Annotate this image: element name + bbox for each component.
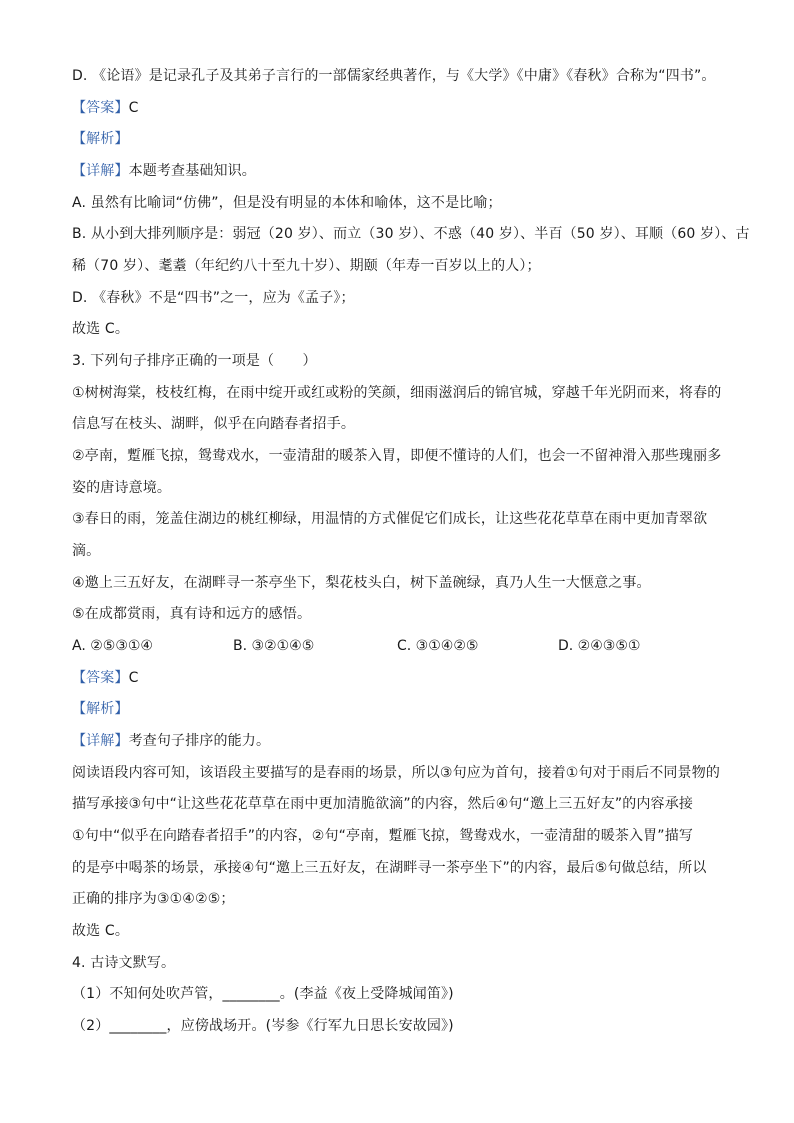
q2-detail [72,161,256,181]
q3-sentence-3b: 滴。 [72,543,101,559]
q3-explain-3: ①句中“似乎在向踏春者招手”的内容，②句“亭南，蹔雁飞掠，鸳鸯戏水，一壶清甜的暖茶入胃”描写 [72,828,694,844]
q2-explain-b-1: B. 从小到大排列顺序是：弱冠（20 岁）、而立（30 岁）、不惑（40 岁）、半百（50 岁）、耳顺（60 岁）、古 [72,226,750,242]
q3-explain-4: 的是亭中喝茶的场景，承接④句“邀上三五好友，在湖畔寻一茶亭坐下”的内容，最后⑤句做总结，所以 [72,860,707,876]
q3-sentence-4: ④邀上三五好友，在湖畔寻一茶亭坐下，梨花枝头白，树下盖碗绿，真乃人生一大惬意之事。 [72,575,651,591]
q3-sentence-2b: 姿的唐诗意境。 [72,480,172,496]
answer-tag: 【答案】 [72,100,129,116]
q3-analysis-tag: 【解析】 [72,701,129,717]
q4-item-2: （2）________，应傍战场开。(岑参《行军九日思长安故园》) [72,1018,454,1034]
q3-sentence-1a: ①树树海棠，枝枝红梅，在雨中绽开或红或粉的笑颜，细雨滋润后的锦官城，穿越千年光阴而来，将春的 [72,385,722,401]
q2-option-d: D. 《论语》是记录孔子及其弟子言行的一部儒家经典著作，与《大学》《中庸》《春秋》合称为“四书”。 [72,68,716,84]
q3-answer [72,668,139,688]
q3-sentence-3a: ③春日的雨，笼盖住湖边的桃红柳绿，用温情的方式催促它们成长，让这些花花草草在雨中更加青翠欲 [72,511,708,527]
detail-tag: 【详解】 [72,733,129,749]
q2-explain-a: A. 虽然有比喻词“仿佛”，但是没有明显的本体和喻体，这不是比喻； [72,195,502,211]
q2-explain-b-2: 稀（70 岁）、耄耋（年纪约八十至九十岁）、期颐（年寿一百岁以上的人）； [72,258,541,274]
detail-tag: 【详解】 [72,163,129,179]
q2-explain-d: D. 《春秋》不是“四书”之一，应为《孟子》； [72,290,355,306]
q3-explain-2: 描写承接③句中“让这些花花草草在雨中更加清脆欲滴”的内容，然后④句“邀上三五好友”的内容承接 [72,796,694,812]
q4-stem: 4. 古诗文默写。 [72,955,176,971]
q3-sentence-2a: ②亭南，蹔雁飞掠，鸳鸯戏水，一壶清甜的暖茶入胃，即便不懂诗的人们，也会一不留神滑入那些瑰丽多 [72,448,722,464]
q3-conclusion: 故选 C。 [72,923,129,939]
q2-analysis-tag: 【解析】 [72,131,129,147]
detail-text: 考查句子排序的能力。 [128,733,271,749]
q2-conclusion: 故选 C。 [72,321,129,337]
q3-detail [72,731,270,751]
answer-value: C [128,100,139,116]
q3-option-a: A. ②⑤③①④ [72,638,153,654]
q3-explain-5: 正确的排序为③①④②⑤； [72,891,235,907]
answer-tag: 【答案】 [72,670,129,686]
q3-option-b: B. ③②①④⑤ [233,638,315,654]
answer-value: C [128,670,139,686]
q3-option-c: C. ③①④②⑤ [397,638,479,654]
q2-answer [72,98,139,118]
detail-text: 本题考查基础知识。 [128,163,256,179]
q3-stem: 3. 下列句子排序正确的一项是（ ） [72,353,317,369]
q3-explain-1: 阅读语段内容可知，该语段主要描写的是春雨的场景，所以③句应为首句，接着①句对于雨后不同景物的 [72,765,720,781]
q4-item-1: （1）不知何处吹芦管，________。(李益《夜上受降城闻笛》) [72,986,454,1002]
q3-sentence-1b: 信息写在枝头、湖畔，似乎在向踏春者招手。 [72,416,355,432]
q3-option-d: D. ②④③⑤① [558,638,641,654]
q3-sentence-5: ⑤在成都赏雨，真有诗和远方的感悟。 [72,606,312,622]
